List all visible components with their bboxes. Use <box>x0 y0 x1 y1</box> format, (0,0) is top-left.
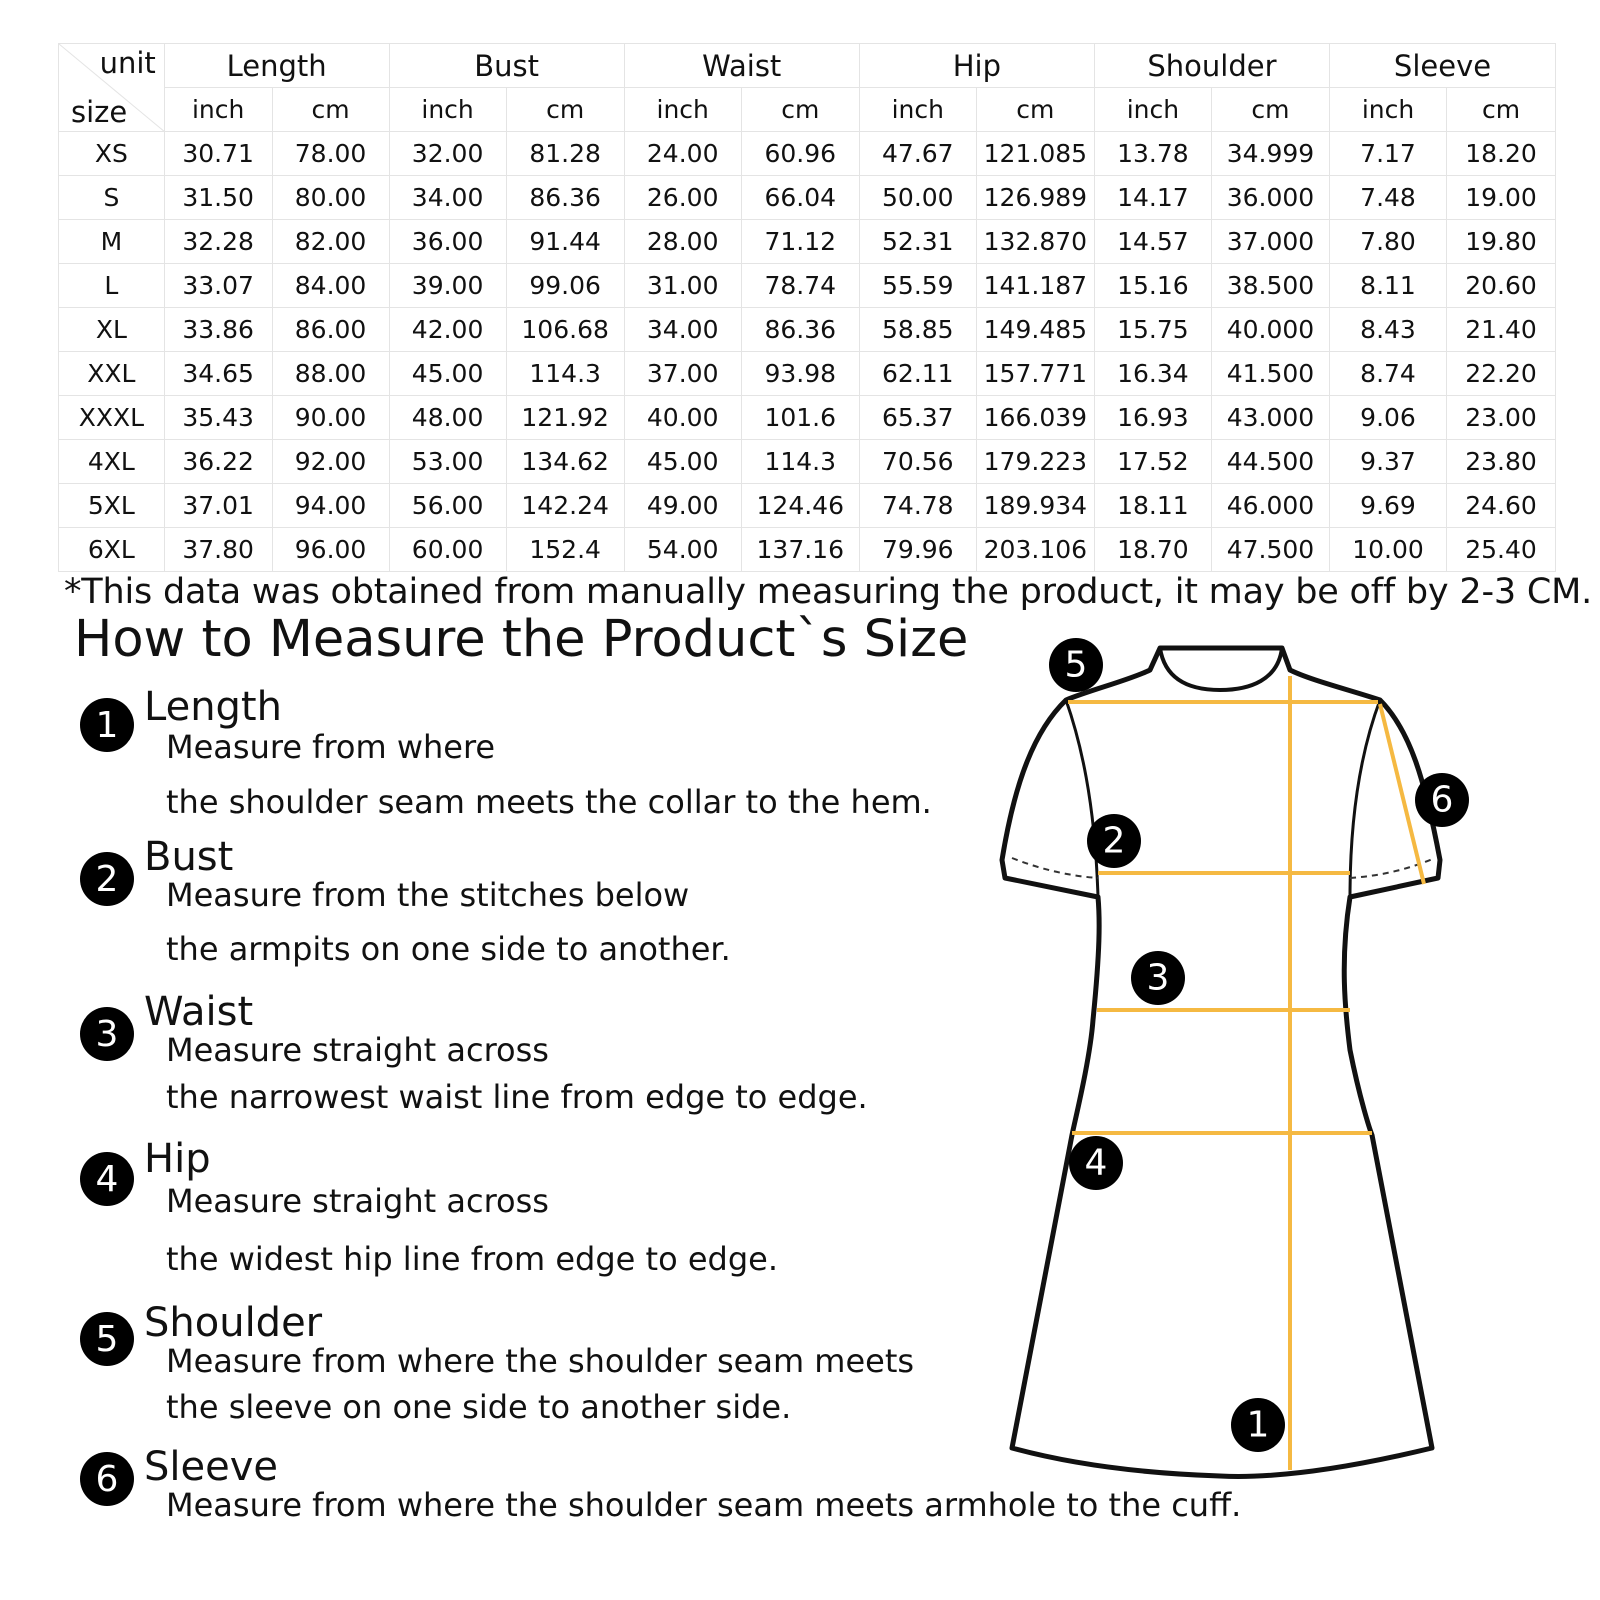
value-cell: 37.80 <box>164 528 272 572</box>
value-cell: 10.00 <box>1330 528 1447 572</box>
value-cell: 37.01 <box>164 484 272 528</box>
item-line: Measure from where <box>166 728 496 766</box>
corner-unit-label: unit <box>99 46 156 80</box>
value-cell: 91.44 <box>506 220 624 264</box>
measurement-note: *This data was obtained from manually measuring the product, it may be off by 2-3 CM. <box>64 572 1593 612</box>
value-cell: 18.70 <box>1094 528 1211 572</box>
value-cell: 19.00 <box>1447 176 1556 220</box>
value-cell: 7.80 <box>1330 220 1447 264</box>
value-cell: 16.93 <box>1094 396 1211 440</box>
item-title: Length <box>144 684 282 730</box>
value-cell: 42.00 <box>389 308 506 352</box>
value-cell: 18.11 <box>1094 484 1211 528</box>
value-cell: 34.00 <box>389 176 506 220</box>
value-cell: 34.00 <box>624 308 741 352</box>
size-cell: S <box>59 176 165 220</box>
value-cell: 203.106 <box>976 528 1094 572</box>
value-cell: 36.00 <box>389 220 506 264</box>
dress-measurement-diagram <box>990 630 1490 1490</box>
value-cell: 79.96 <box>859 528 976 572</box>
svg-text:3: 3 <box>1146 957 1170 999</box>
value-cell: 17.52 <box>1094 440 1211 484</box>
value-cell: 55.59 <box>859 264 976 308</box>
item-line: the armpits on one side to another. <box>166 930 731 968</box>
item-line: Measure from where the shoulder seam meets armhole to the cuff. <box>166 1486 1242 1524</box>
value-cell: 14.17 <box>1094 176 1211 220</box>
table-row <box>59 220 1556 264</box>
item-line: the sleeve on one side to another side. <box>166 1388 792 1426</box>
value-cell: 32.00 <box>389 132 506 176</box>
item-line: Measure straight across <box>166 1031 549 1069</box>
value-cell: 34.65 <box>164 352 272 396</box>
value-cell: 13.78 <box>1094 132 1211 176</box>
value-cell: 166.039 <box>976 396 1094 440</box>
item-title: Sleeve <box>144 1444 279 1490</box>
value-cell: 96.00 <box>272 528 389 572</box>
value-cell: 45.00 <box>624 440 741 484</box>
value-cell: 18.20 <box>1447 132 1556 176</box>
value-cell: 82.00 <box>272 220 389 264</box>
column-group-header: Bust <box>389 44 624 88</box>
value-cell: 90.00 <box>272 396 389 440</box>
value-cell: 179.223 <box>976 440 1094 484</box>
value-cell: 53.00 <box>389 440 506 484</box>
value-cell: 8.11 <box>1330 264 1447 308</box>
value-cell: 37.000 <box>1211 220 1329 264</box>
size-cell: L <box>59 264 165 308</box>
value-cell: 47.500 <box>1211 528 1329 572</box>
value-cell: 26.00 <box>624 176 741 220</box>
marker-4 <box>1069 1136 1123 1190</box>
column-group-header: Hip <box>859 44 1094 88</box>
size-cell: XL <box>59 308 165 352</box>
value-cell: 22.20 <box>1447 352 1556 396</box>
measure-lines <box>1068 676 1424 1470</box>
value-cell: 24.60 <box>1447 484 1556 528</box>
size-cell: XXL <box>59 352 165 396</box>
value-cell: 35.43 <box>164 396 272 440</box>
value-cell: 23.80 <box>1447 440 1556 484</box>
value-cell: 56.00 <box>389 484 506 528</box>
value-cell: 121.92 <box>506 396 624 440</box>
size-cell: 5XL <box>59 484 165 528</box>
item-line: Measure from the stitches below <box>166 876 690 914</box>
number-badge: 5 <box>80 1312 134 1366</box>
value-cell: 189.934 <box>976 484 1094 528</box>
unit-header: inch <box>624 88 741 132</box>
value-cell: 84.00 <box>272 264 389 308</box>
marker-1 <box>1231 1398 1285 1452</box>
item-title: Waist <box>144 989 254 1035</box>
column-group-header: Shoulder <box>1094 44 1329 88</box>
value-cell: 62.11 <box>859 352 976 396</box>
value-cell: 15.75 <box>1094 308 1211 352</box>
value-cell: 99.06 <box>506 264 624 308</box>
item-line: the widest hip line from edge to edge. <box>166 1240 778 1278</box>
value-cell: 31.00 <box>624 264 741 308</box>
unit-header: inch <box>1330 88 1447 132</box>
table-row <box>59 264 1556 308</box>
value-cell: 46.000 <box>1211 484 1329 528</box>
size-cell: XS <box>59 132 165 176</box>
item-title: Bust <box>144 834 234 880</box>
unit-header: cm <box>272 88 389 132</box>
value-cell: 134.62 <box>506 440 624 484</box>
table-header-units <box>59 88 1556 132</box>
column-group-header: Sleeve <box>1330 44 1556 88</box>
value-cell: 58.85 <box>859 308 976 352</box>
item-line: the narrowest waist line from edge to edge. <box>166 1078 868 1116</box>
value-cell: 152.4 <box>506 528 624 572</box>
value-cell: 19.80 <box>1447 220 1556 264</box>
size-cell: M <box>59 220 165 264</box>
table-row <box>59 396 1556 440</box>
unit-header: cm <box>1211 88 1329 132</box>
marker-6 <box>1415 773 1469 827</box>
value-cell: 141.187 <box>976 264 1094 308</box>
value-cell: 50.00 <box>859 176 976 220</box>
size-cell: XXXL <box>59 396 165 440</box>
value-cell: 9.37 <box>1330 440 1447 484</box>
value-cell: 78.00 <box>272 132 389 176</box>
value-cell: 80.00 <box>272 176 389 220</box>
value-cell: 70.56 <box>859 440 976 484</box>
value-cell: 106.68 <box>506 308 624 352</box>
unit-header: inch <box>859 88 976 132</box>
value-cell: 93.98 <box>741 352 859 396</box>
table-row <box>59 132 1556 176</box>
value-cell: 23.00 <box>1447 396 1556 440</box>
number-badge: 1 <box>80 698 134 752</box>
value-cell: 34.999 <box>1211 132 1329 176</box>
table-row <box>59 308 1556 352</box>
unit-header: inch <box>1094 88 1211 132</box>
value-cell: 81.28 <box>506 132 624 176</box>
value-cell: 21.40 <box>1447 308 1556 352</box>
number-badge: 6 <box>80 1452 134 1506</box>
table-row <box>59 484 1556 528</box>
value-cell: 8.74 <box>1330 352 1447 396</box>
value-cell: 149.485 <box>976 308 1094 352</box>
table-row <box>59 352 1556 396</box>
size-cell: 4XL <box>59 440 165 484</box>
svg-text:5: 5 <box>1064 644 1088 686</box>
value-cell: 16.34 <box>1094 352 1211 396</box>
column-group-header: Length <box>164 44 389 88</box>
value-cell: 88.00 <box>272 352 389 396</box>
value-cell: 43.000 <box>1211 396 1329 440</box>
item-title: Hip <box>144 1136 211 1182</box>
howto-title: How to Measure the Product`s Size <box>74 610 969 669</box>
marker-3 <box>1131 951 1185 1005</box>
value-cell: 25.40 <box>1447 528 1556 572</box>
value-cell: 37.00 <box>624 352 741 396</box>
value-cell: 36.22 <box>164 440 272 484</box>
value-cell: 15.16 <box>1094 264 1211 308</box>
svg-text:4: 4 <box>1084 1142 1108 1184</box>
value-cell: 40.00 <box>624 396 741 440</box>
value-cell: 38.500 <box>1211 264 1329 308</box>
number-badge: 4 <box>80 1152 134 1206</box>
unit-header: cm <box>506 88 624 132</box>
value-cell: 36.000 <box>1211 176 1329 220</box>
value-cell: 9.06 <box>1330 396 1447 440</box>
svg-text:1: 1 <box>1246 1404 1270 1446</box>
value-cell: 33.07 <box>164 264 272 308</box>
item-line: the shoulder seam meets the collar to the hem. <box>166 783 932 821</box>
corner-size-label: size <box>71 95 128 129</box>
value-cell: 137.16 <box>741 528 859 572</box>
size-cell: 6XL <box>59 528 165 572</box>
unit-header: cm <box>741 88 859 132</box>
svg-text:6: 6 <box>1430 779 1454 821</box>
item-line: Measure straight across <box>166 1182 549 1220</box>
value-cell: 94.00 <box>272 484 389 528</box>
value-cell: 44.500 <box>1211 440 1329 484</box>
value-cell: 8.43 <box>1330 308 1447 352</box>
size-chart-table <box>58 43 1556 572</box>
value-cell: 7.17 <box>1330 132 1447 176</box>
value-cell: 49.00 <box>624 484 741 528</box>
value-cell: 86.36 <box>506 176 624 220</box>
value-cell: 124.46 <box>741 484 859 528</box>
value-cell: 71.12 <box>741 220 859 264</box>
svg-text:2: 2 <box>1102 820 1126 862</box>
value-cell: 157.771 <box>976 352 1094 396</box>
value-cell: 28.00 <box>624 220 741 264</box>
value-cell: 114.3 <box>506 352 624 396</box>
column-group-header: Waist <box>624 44 859 88</box>
value-cell: 66.04 <box>741 176 859 220</box>
value-cell: 14.57 <box>1094 220 1211 264</box>
value-cell: 52.31 <box>859 220 976 264</box>
unit-header: inch <box>164 88 272 132</box>
number-badge: 3 <box>80 1007 134 1061</box>
value-cell: 30.71 <box>164 132 272 176</box>
value-cell: 121.085 <box>976 132 1094 176</box>
value-cell: 48.00 <box>389 396 506 440</box>
value-cell: 40.000 <box>1211 308 1329 352</box>
table-row <box>59 176 1556 220</box>
value-cell: 86.36 <box>741 308 859 352</box>
value-cell: 33.86 <box>164 308 272 352</box>
table-row <box>59 440 1556 484</box>
value-cell: 92.00 <box>272 440 389 484</box>
item-line: Measure from where the shoulder seam meets <box>166 1342 915 1380</box>
diagram-markers <box>1049 638 1469 1452</box>
value-cell: 39.00 <box>389 264 506 308</box>
value-cell: 74.78 <box>859 484 976 528</box>
value-cell: 54.00 <box>624 528 741 572</box>
value-cell: 132.870 <box>976 220 1094 264</box>
value-cell: 60.00 <box>389 528 506 572</box>
unit-header: inch <box>389 88 506 132</box>
dress-outline <box>1002 648 1440 1476</box>
value-cell: 60.96 <box>741 132 859 176</box>
value-cell: 126.989 <box>976 176 1094 220</box>
value-cell: 41.500 <box>1211 352 1329 396</box>
value-cell: 101.6 <box>741 396 859 440</box>
marker-2 <box>1087 814 1141 868</box>
number-badge: 2 <box>80 852 134 906</box>
marker-5 <box>1049 638 1103 692</box>
table-row <box>59 528 1556 572</box>
unit-header: cm <box>976 88 1094 132</box>
value-cell: 142.24 <box>506 484 624 528</box>
value-cell: 7.48 <box>1330 176 1447 220</box>
value-cell: 32.28 <box>164 220 272 264</box>
table-corner-cell <box>59 44 165 132</box>
unit-header: cm <box>1447 88 1556 132</box>
value-cell: 86.00 <box>272 308 389 352</box>
item-title: Shoulder <box>144 1300 323 1346</box>
table-header-groups <box>59 44 1556 88</box>
value-cell: 114.3 <box>741 440 859 484</box>
value-cell: 78.74 <box>741 264 859 308</box>
value-cell: 24.00 <box>624 132 741 176</box>
value-cell: 9.69 <box>1330 484 1447 528</box>
value-cell: 45.00 <box>389 352 506 396</box>
value-cell: 31.50 <box>164 176 272 220</box>
value-cell: 47.67 <box>859 132 976 176</box>
value-cell: 65.37 <box>859 396 976 440</box>
value-cell: 20.60 <box>1447 264 1556 308</box>
